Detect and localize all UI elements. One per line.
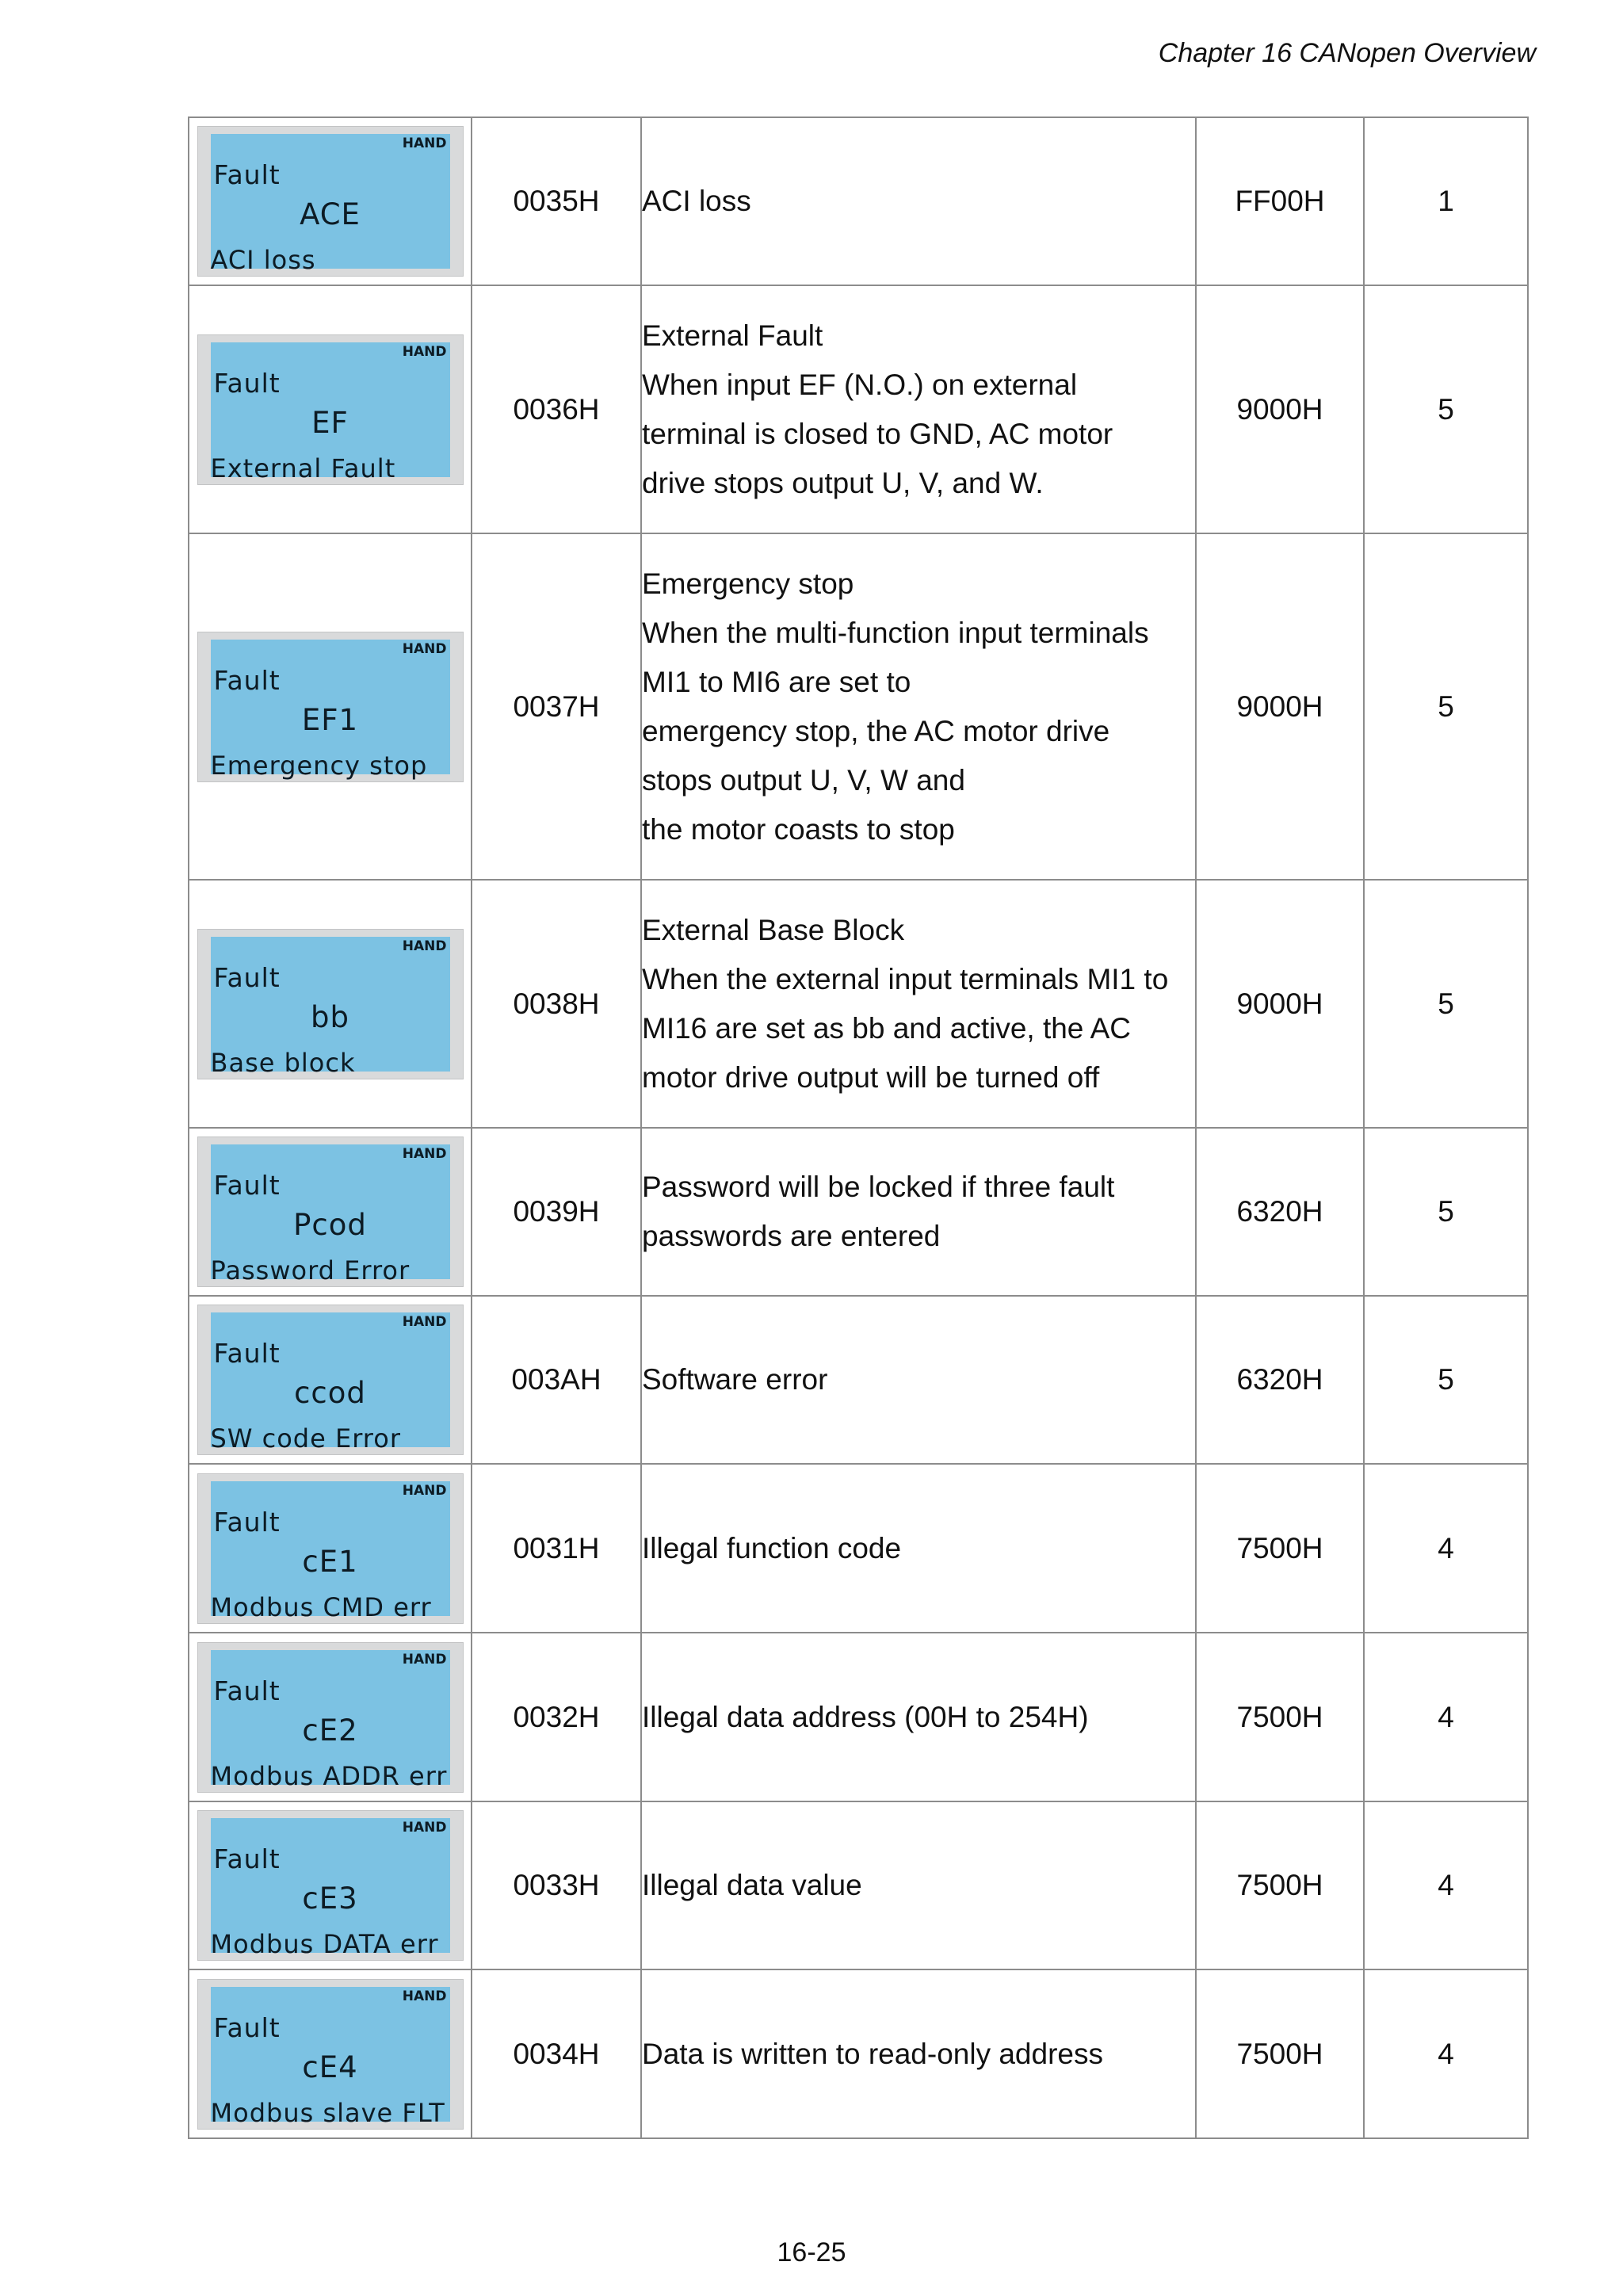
hand-mode-indicator: HAND bbox=[402, 136, 447, 151]
page-number: 16-25 bbox=[777, 2237, 846, 2267]
keypad-display-frame bbox=[197, 334, 464, 485]
fault-description-cell bbox=[641, 1128, 1196, 1296]
keypad-lcd-screen bbox=[210, 937, 450, 1078]
lcd-fault-text: SW code Error bbox=[210, 1423, 401, 1454]
lcd-fault-text: External Fault bbox=[210, 453, 396, 483]
lcd-title: Fault bbox=[213, 1843, 281, 1874]
lcd-fault-text: Modbus slave FLT bbox=[210, 2097, 445, 2128]
description-line: passwords are entered bbox=[642, 1220, 941, 1252]
error-register-cell: 5 bbox=[1364, 880, 1528, 1128]
error-register-cell: 5 bbox=[1364, 533, 1528, 880]
lcd-fault-code: Pcod bbox=[293, 1208, 367, 1242]
fault-description-cell bbox=[641, 1801, 1196, 1969]
error-register-cell: 4 bbox=[1364, 1801, 1528, 1969]
error-register-cell: 5 bbox=[1364, 1296, 1528, 1464]
description-line: emergency stop, the AC motor drive bbox=[642, 714, 1110, 747]
lcd-fault-text: Base block bbox=[210, 1047, 356, 1078]
fault-description-cell bbox=[641, 117, 1196, 285]
keypad-display-frame bbox=[197, 929, 464, 1079]
keypad-display-cell bbox=[189, 1801, 472, 1969]
error-code-cell: 7500H bbox=[1196, 1633, 1364, 1801]
hand-mode-indicator: HAND bbox=[402, 1820, 447, 1836]
keypad-display-frame bbox=[197, 126, 464, 277]
error-register-cell: 5 bbox=[1364, 285, 1528, 533]
description-line: When the external input terminals MI1 to bbox=[642, 962, 1169, 995]
hand-mode-indicator: HAND bbox=[402, 1146, 447, 1162]
fault-code-cell: 003AH bbox=[472, 1296, 641, 1464]
fault-description-cell bbox=[641, 1296, 1196, 1464]
description-line: MI1 to MI6 are set to bbox=[642, 665, 911, 698]
description-line: the motor coasts to stop bbox=[642, 812, 955, 846]
lcd-fault-text: Modbus CMD err bbox=[210, 1591, 432, 1622]
fault-code-cell: 0031H bbox=[472, 1464, 641, 1633]
keypad-display-cell bbox=[189, 1969, 472, 2138]
chapter-header: Chapter 16 CANopen Overview bbox=[1158, 38, 1536, 68]
description-line: Illegal function code bbox=[642, 1531, 902, 1564]
keypad-display-cell bbox=[189, 285, 472, 533]
table-row bbox=[189, 1801, 1528, 1969]
hand-mode-indicator: HAND bbox=[402, 1482, 447, 1499]
fault-code-cell: 0035H bbox=[472, 117, 641, 285]
fault-table-body bbox=[189, 117, 1528, 2138]
lcd-fault-text: Password Error bbox=[210, 1255, 411, 1286]
error-register-cell: 4 bbox=[1364, 1633, 1528, 1801]
lcd-fault-text: ACI loss bbox=[210, 245, 316, 275]
keypad-display-cell bbox=[189, 1296, 472, 1464]
keypad-display-cell bbox=[189, 1633, 472, 1801]
error-code-cell: 9000H bbox=[1196, 285, 1364, 533]
keypad-lcd-screen bbox=[210, 342, 450, 483]
description-line: ACI loss bbox=[642, 185, 751, 217]
table-row bbox=[189, 1464, 1528, 1633]
lcd-fault-code: ccod bbox=[294, 1376, 366, 1410]
keypad-display-cell bbox=[189, 533, 472, 880]
lcd-title: Fault bbox=[213, 367, 281, 399]
description-line: Password will be locked if three fault bbox=[642, 1171, 1115, 1203]
table-row bbox=[189, 117, 1528, 285]
fault-description-cell bbox=[641, 1633, 1196, 1801]
hand-mode-indicator: HAND bbox=[402, 640, 447, 657]
lcd-fault-text: Emergency stop bbox=[210, 750, 428, 781]
fault-description-cell bbox=[641, 533, 1196, 880]
keypad-display-cell bbox=[189, 1464, 472, 1633]
keypad-lcd-screen bbox=[210, 1650, 450, 1791]
table-row bbox=[189, 285, 1528, 533]
lcd-title: Fault bbox=[213, 1675, 281, 1706]
keypad-display-frame bbox=[197, 1473, 464, 1624]
fault-code-cell: 0039H bbox=[472, 1128, 641, 1296]
lcd-fault-code: cE2 bbox=[302, 1713, 358, 1748]
lcd-fault-text: Modbus DATA err bbox=[210, 1929, 439, 1959]
table-row bbox=[189, 533, 1528, 880]
error-code-cell: 7500H bbox=[1196, 1969, 1364, 2138]
description-line: External Fault bbox=[642, 319, 823, 352]
lcd-fault-code: EF1 bbox=[301, 702, 359, 737]
error-code-cell: 9000H bbox=[1196, 533, 1364, 880]
keypad-lcd-screen bbox=[210, 134, 450, 275]
error-code-cell: 7500H bbox=[1196, 1464, 1364, 1633]
lcd-fault-code: ACE bbox=[300, 197, 361, 231]
fault-code-cell: 0038H bbox=[472, 880, 641, 1128]
description-line: motor drive output will be turned off bbox=[642, 1060, 1100, 1094]
lcd-title: Fault bbox=[213, 159, 281, 190]
description-line: Illegal data value bbox=[642, 1869, 862, 1901]
description-line: Data is written to read-only address bbox=[642, 2037, 1103, 2070]
description-line: Illegal data address (00H to 254H) bbox=[642, 1700, 1089, 1733]
description-line: When the multi-function input terminals bbox=[642, 616, 1149, 649]
keypad-lcd-screen bbox=[210, 1481, 450, 1622]
lcd-title: Fault bbox=[213, 2011, 281, 2043]
fault-code-cell: 0033H bbox=[472, 1801, 641, 1969]
lcd-fault-text: Modbus ADDR err bbox=[210, 1760, 448, 1791]
keypad-display-frame bbox=[197, 632, 464, 782]
keypad-display-frame bbox=[197, 1642, 464, 1793]
error-register-cell: 1 bbox=[1364, 117, 1528, 285]
hand-mode-indicator: HAND bbox=[402, 1988, 447, 2004]
keypad-display-cell bbox=[189, 1128, 472, 1296]
fault-description-cell bbox=[641, 1464, 1196, 1633]
table-row bbox=[189, 880, 1528, 1128]
error-register-cell: 5 bbox=[1364, 1128, 1528, 1296]
lcd-title: Fault bbox=[213, 1338, 281, 1369]
description-line: MI16 are set as bb and active, the AC bbox=[642, 1011, 1132, 1045]
fault-code-cell: 0032H bbox=[472, 1633, 641, 1801]
description-line: Emergency stop bbox=[642, 567, 854, 600]
keypad-lcd-screen bbox=[210, 1312, 450, 1454]
fault-description-cell bbox=[641, 285, 1196, 533]
fault-code-cell: 0034H bbox=[472, 1969, 641, 2138]
keypad-display-frame bbox=[197, 1305, 464, 1455]
fault-description-cell bbox=[641, 880, 1196, 1128]
fault-table bbox=[188, 117, 1529, 2139]
error-code-cell: 6320H bbox=[1196, 1128, 1364, 1296]
lcd-fault-code: bb bbox=[311, 999, 349, 1034]
lcd-title: Fault bbox=[213, 664, 281, 696]
keypad-display-cell bbox=[189, 117, 472, 285]
error-register-cell: 4 bbox=[1364, 1969, 1528, 2138]
lcd-title: Fault bbox=[213, 1506, 281, 1538]
keypad-display-frame bbox=[197, 1810, 464, 1961]
lcd-fault-code: cE1 bbox=[302, 1544, 358, 1579]
lcd-title: Fault bbox=[213, 1170, 281, 1201]
error-code-cell: 7500H bbox=[1196, 1801, 1364, 1969]
table-row bbox=[189, 1633, 1528, 1801]
keypad-lcd-screen bbox=[210, 640, 450, 781]
lcd-fault-code: EF bbox=[311, 405, 349, 440]
hand-mode-indicator: HAND bbox=[402, 1651, 447, 1668]
hand-mode-indicator: HAND bbox=[402, 1314, 447, 1330]
keypad-lcd-screen bbox=[210, 1144, 450, 1286]
error-register-cell: 4 bbox=[1364, 1464, 1528, 1633]
keypad-display-frame bbox=[197, 1137, 464, 1287]
fault-code-cell: 0037H bbox=[472, 533, 641, 880]
error-code-cell: 6320H bbox=[1196, 1296, 1364, 1464]
table-row bbox=[189, 1969, 1528, 2138]
description-line: drive stops output U, V, and W. bbox=[642, 466, 1044, 499]
table-row bbox=[189, 1296, 1528, 1464]
keypad-lcd-screen bbox=[210, 1987, 450, 2128]
keypad-display-cell bbox=[189, 880, 472, 1128]
description-line: Software error bbox=[642, 1363, 828, 1396]
hand-mode-indicator: HAND bbox=[402, 938, 447, 954]
lcd-fault-code: cE3 bbox=[302, 1881, 358, 1916]
lcd-fault-code: cE4 bbox=[302, 2050, 358, 2084]
description-line: When input EF (N.O.) on external bbox=[642, 368, 1078, 401]
description-line: stops output U, V, W and bbox=[642, 763, 965, 797]
error-code-cell: FF00H bbox=[1196, 117, 1364, 285]
lcd-title: Fault bbox=[213, 961, 281, 993]
fault-code-cell: 0036H bbox=[472, 285, 641, 533]
fault-description-cell bbox=[641, 1969, 1196, 2138]
description-line: External Base Block bbox=[642, 913, 905, 946]
description-line: terminal is closed to GND, AC motor bbox=[642, 417, 1113, 450]
error-code-cell: 9000H bbox=[1196, 880, 1364, 1128]
hand-mode-indicator: HAND bbox=[402, 343, 447, 360]
table-row bbox=[189, 1128, 1528, 1296]
keypad-lcd-screen bbox=[210, 1818, 450, 1959]
keypad-display-frame bbox=[197, 1979, 464, 2130]
